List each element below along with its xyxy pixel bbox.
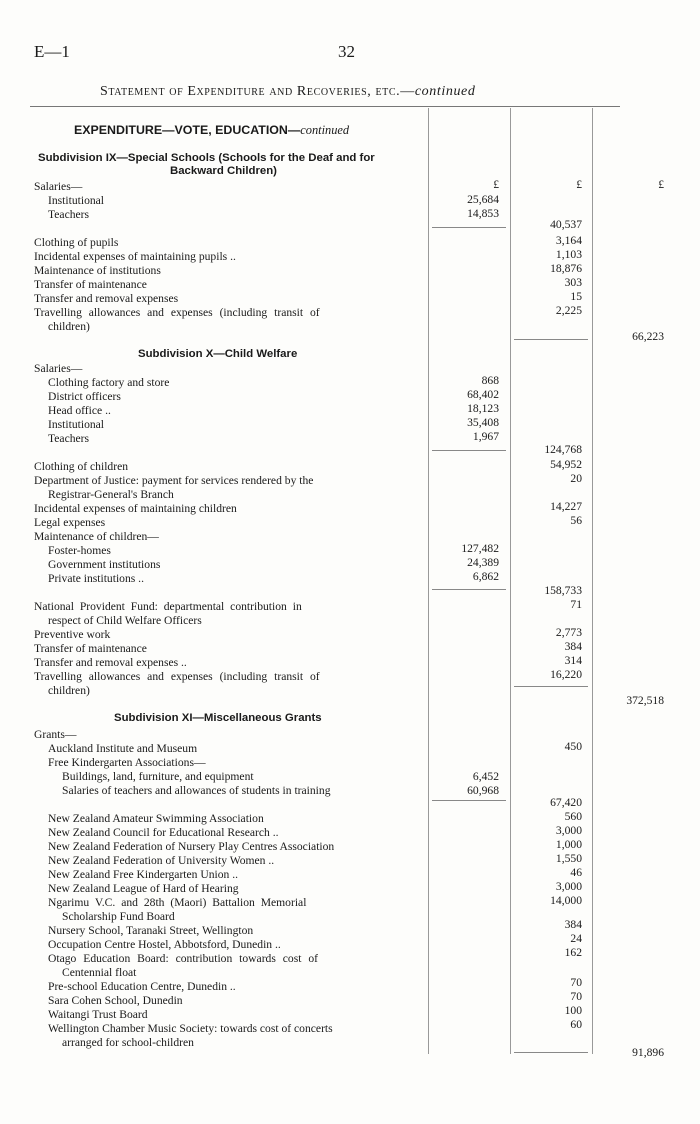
s10-travel-value: 16,220 (550, 668, 582, 681)
s9-salaries-total: 40,537 (550, 218, 582, 231)
s11-fka-total: 67,420 (550, 796, 582, 809)
s10-head-value: 18,123 (467, 402, 499, 415)
s11-nursery-value: 1,000 (555, 838, 582, 851)
s11-ngarimu: Ngarimu V.C. and 28th (Maori) Battalion Memorial (48, 896, 307, 909)
s10-teachers-value: 1,967 (472, 430, 499, 443)
s10-legal: Legal expenses (34, 516, 106, 529)
s10-private-value: 6,862 (472, 570, 499, 583)
statement-title: Statement of Expenditure and Recoveries, etc.—continued (100, 84, 476, 99)
s9-clothing-value: 3,164 (555, 234, 582, 247)
s11-council: New Zealand Council for Educational Research .. (48, 826, 279, 839)
s9-transfer-maint: Transfer of maintenance (34, 278, 147, 291)
s11-ngarimu-value: 14,000 (550, 894, 582, 907)
rule (514, 1052, 588, 1053)
s10-justice-value: 20 (570, 472, 582, 485)
s9-travel-cont: children) (48, 320, 90, 333)
s10-clothing: Clothing of children (34, 460, 129, 473)
s10-institutional-value: 35,408 (467, 416, 499, 429)
page-number: 32 (338, 42, 355, 61)
s10-transfer-maint: Transfer of maintenance (34, 642, 147, 655)
rule (432, 227, 506, 228)
col3-unit: £ (658, 178, 664, 191)
s11-waitangi-value: 100 (564, 1004, 582, 1017)
s10-factory: Clothing factory and store (48, 376, 170, 389)
s11-preschool-value: 70 (570, 976, 582, 989)
s9-title: Subdivision IX—Special Schools (Schools for the Deaf and for (38, 152, 375, 164)
s11-taranaki-value: 384 (564, 918, 582, 931)
col1-unit: £ (493, 178, 499, 191)
s11-nursery: New Zealand Federation of Nursery Play Centres Association (48, 840, 335, 853)
s10-govt: Government institutions (48, 558, 161, 571)
s11-chamber-value: 60 (570, 1018, 582, 1031)
s10-travel-cont: children) (48, 684, 90, 697)
s9-institutional: Institutional (48, 194, 105, 207)
s10-title: Subdivision X—Child Welfare (138, 348, 298, 360)
s10-maint-total: 158,733 (544, 584, 582, 597)
s10-factory-value: 868 (481, 374, 499, 387)
s11-fku: New Zealand Free Kindergarten Union .. (48, 868, 239, 881)
s9-teachers: Teachers (48, 208, 90, 221)
page-code: E—1 (34, 42, 70, 61)
s10-govt-value: 24,389 (467, 556, 499, 569)
s11-salaries-value: 60,968 (467, 784, 499, 797)
s10-npf-cont: respect of Child Welfare Officers (48, 614, 202, 627)
s10-salaries-total: 124,768 (544, 443, 582, 456)
s11-women: New Zealand Federation of University Women .. (48, 854, 275, 867)
s10-removal-value: 314 (564, 654, 582, 667)
rule (432, 450, 506, 451)
s10-npf-value: 71 (570, 598, 582, 611)
s9-incidental: Incidental expenses of maintaining pupils .. (34, 250, 236, 263)
s10-transfer-maint-value: 384 (564, 640, 582, 653)
s11-total: 91,896 (632, 1046, 664, 1059)
s11-salaries: Salaries of teachers and allowances of students in training (62, 784, 331, 797)
s11-waitangi: Waitangi Trust Board (48, 1008, 148, 1021)
s10-district-value: 68,402 (467, 388, 499, 401)
column-rule-2 (510, 108, 511, 1054)
s11-hearing: New Zealand League of Hard of Hearing (48, 882, 239, 895)
s11-cohen: Sara Cohen School, Dunedin (48, 994, 183, 1007)
s11-grants: Grants— (34, 728, 77, 741)
s11-auckland: Auckland Institute and Museum (48, 742, 198, 755)
s10-justice: Department of Justice: payment for services rendered by the (34, 474, 314, 487)
s9-removal: Transfer and removal expenses (34, 292, 179, 305)
s11-occupation: Occupation Centre Hostel, Abbotsford, Dunedin .. (48, 938, 281, 951)
s10-legal-value: 56 (570, 514, 582, 527)
s11-hearing-value: 3,000 (555, 880, 582, 893)
s11-women-value: 1,550 (555, 852, 582, 865)
s9-salaries: Salaries— (34, 180, 83, 193)
s10-salaries: Salaries— (34, 362, 83, 375)
s10-removal: Transfer and removal expenses .. (34, 656, 187, 669)
s10-teachers: Teachers (48, 432, 90, 445)
s9-travel: Travelling allowances and expenses (including transit of (34, 306, 320, 319)
s11-fka: Free Kindergarten Associations— (48, 756, 206, 769)
s10-justice-cont: Registrar-General's Branch (48, 488, 174, 501)
s9-maintenance-value: 18,876 (550, 262, 582, 275)
s11-swim-value: 560 (564, 810, 582, 823)
rule (514, 339, 588, 340)
s9-institutional-value: 25,684 (467, 193, 499, 206)
s10-private: Private institutions .. (48, 572, 144, 585)
column-rule-1 (428, 108, 429, 1054)
s10-incidental-value: 14,227 (550, 500, 582, 513)
rule (514, 686, 588, 687)
s10-travel: Travelling allowances and expenses (including transit of (34, 670, 320, 683)
rule (432, 800, 506, 801)
s11-council-value: 3,000 (555, 824, 582, 837)
s10-head: Head office .. (48, 404, 111, 417)
top-rule (30, 106, 620, 107)
s11-fku-value: 46 (570, 866, 582, 879)
s11-buildings: Buildings, land, furniture, and equipment (62, 770, 254, 783)
s9-teachers-value: 14,853 (467, 207, 499, 220)
s10-institutional: Institutional (48, 418, 105, 431)
s9-incidental-value: 1,103 (555, 248, 582, 261)
s9-transfer-maint-value: 303 (564, 276, 582, 289)
s10-maint: Maintenance of children— (34, 530, 159, 543)
s10-total: 372,518 (626, 694, 664, 707)
s9-clothing: Clothing of pupils (34, 236, 119, 249)
s11-otago-value: 162 (564, 946, 582, 959)
s10-foster-value: 127,482 (461, 542, 499, 555)
s10-preventive-value: 2,773 (555, 626, 582, 639)
s11-title: Subdivision XI—Miscellaneous Grants (114, 712, 322, 724)
section-heading: EXPENDITURE—VOTE, EDUCATION—continued (74, 123, 350, 137)
s11-otago-cont: Centennial float (62, 966, 137, 979)
column-rule-3 (592, 108, 593, 1054)
s10-clothing-value: 54,952 (550, 458, 582, 471)
s11-ngarimu-cont: Scholarship Fund Board (62, 910, 175, 923)
s9-travel-value: 2,225 (555, 304, 582, 317)
s11-taranaki: Nursery School, Taranaki Street, Wellington (48, 924, 254, 937)
col2-unit: £ (576, 178, 582, 191)
s10-district: District officers (48, 390, 121, 403)
s11-chamber: Wellington Chamber Music Society: towards cost of concerts (48, 1022, 333, 1035)
rule (432, 589, 506, 590)
s11-preschool: Pre-school Education Centre, Dunedin .. (48, 980, 236, 993)
s10-npf: National Provident Fund: departmental contribution in (34, 600, 302, 613)
s9-title-cont: Backward Children) (170, 165, 277, 177)
s11-swim: New Zealand Amateur Swimming Association (48, 812, 264, 825)
s9-removal-value: 15 (570, 290, 582, 303)
s11-occupation-value: 24 (570, 932, 582, 945)
s9-total: 66,223 (632, 330, 664, 343)
s10-preventive: Preventive work (34, 628, 111, 641)
s11-buildings-value: 6,452 (472, 770, 499, 783)
s11-otago: Otago Education Board: contribution towards cost of (48, 952, 318, 965)
s9-maintenance: Maintenance of institutions (34, 264, 161, 277)
s11-auckland-value: 450 (564, 740, 582, 753)
s11-cohen-value: 70 (570, 990, 582, 1003)
s10-incidental: Incidental expenses of maintaining children (34, 502, 237, 515)
s10-foster: Foster-homes (48, 544, 111, 557)
s11-chamber-cont: arranged for school-children (62, 1036, 194, 1049)
